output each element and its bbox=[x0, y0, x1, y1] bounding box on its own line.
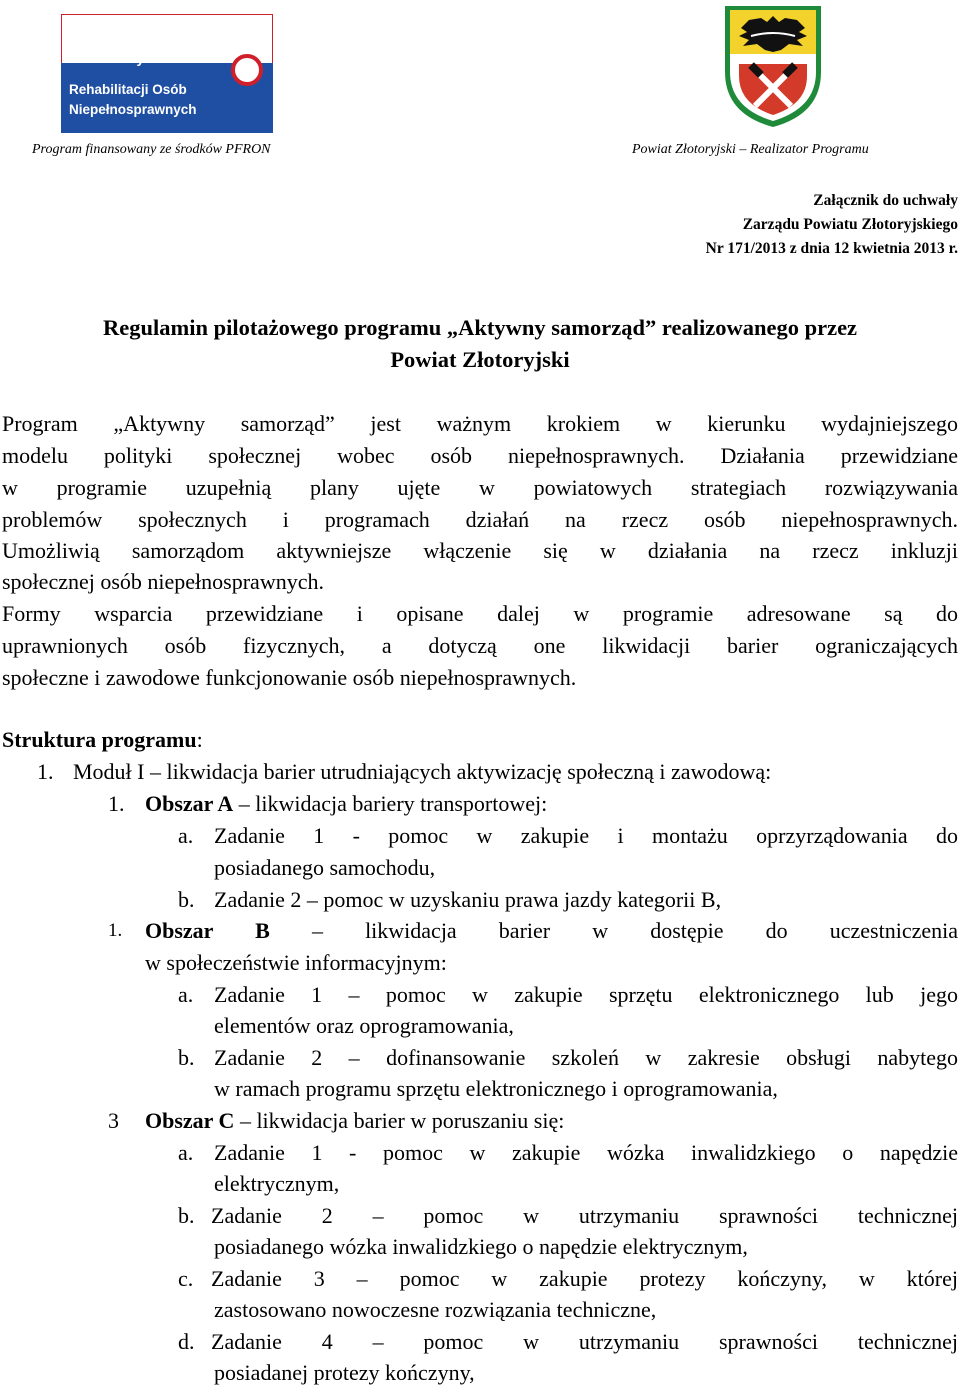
area-a-number: 1. bbox=[108, 791, 125, 816]
page-title-line2: Powiat Złotoryjski bbox=[390, 347, 570, 372]
task-line: Zadanie 1 – pomoc w zakupie sprzętu elektronicznego lub jego bbox=[214, 982, 958, 1007]
annex-line3: Nr 171/2013 z dnia 12 kwietnia 2013 r. bbox=[705, 240, 958, 257]
pfron-logo bbox=[61, 14, 273, 133]
task-line: posiadanej protezy kończyny, bbox=[214, 1360, 475, 1385]
task-letter: d. bbox=[178, 1329, 195, 1354]
structure-heading: Struktura programu: bbox=[2, 727, 203, 752]
intro-line: Program „Aktywny samorząd” jest ważnym krokiem w kierunku wydajniejszego bbox=[2, 411, 958, 436]
area-b-heading: Obszar B – likwidacja barier w dostępie do uczestniczenia bbox=[145, 918, 958, 943]
task-line: zastosowano nowoczesne rozwiązania techniczne, bbox=[214, 1297, 657, 1322]
task-letter: b. bbox=[178, 1203, 195, 1228]
coat-of-arms-icon bbox=[721, 2, 825, 130]
pfron-logo-line2: Rehabilitacji Osób bbox=[69, 82, 187, 97]
module-text: Moduł I – likwidacja barier utrudniających aktywizację społeczną i zawodową: bbox=[73, 759, 772, 784]
task-line: posiadanego samochodu, bbox=[214, 855, 436, 880]
task-line: posiadanego wózka inwalidzkiego o napędzie elektrycznym, bbox=[214, 1234, 748, 1259]
intro-line: w programie uzupełnią plany ujęte w powiatowych strategiach rozwiązywania bbox=[2, 475, 958, 500]
task-line: elementów oraz oprogramowania, bbox=[214, 1013, 514, 1038]
area-a-heading: Obszar A – likwidacja bariery transportowej: bbox=[145, 791, 548, 816]
module-number: 1. bbox=[37, 759, 54, 784]
task-line: Zadanie 4 – pomoc w utrzymaniu sprawności technicznej bbox=[211, 1329, 958, 1354]
task-line: Zadanie 2 – pomoc w utrzymaniu sprawności technicznej bbox=[211, 1203, 958, 1228]
task-line: Zadanie 1 - pomoc w zakupie wózka inwalidzkiego o napędzie bbox=[214, 1140, 958, 1165]
area-b-heading-cont: w społeczeństwie informacyjnym: bbox=[145, 950, 447, 975]
task-letter: b. bbox=[178, 1045, 195, 1070]
area-c-heading: Obszar C – likwidacja barier w poruszaniu się: bbox=[145, 1108, 565, 1133]
page-title-line1: Regulamin pilotażowego programu „Aktywny samorząd” realizowanego przez bbox=[102, 315, 858, 340]
task-letter: a. bbox=[178, 982, 194, 1007]
task-letter: c. bbox=[178, 1266, 194, 1291]
task-line: Zadanie 3 – pomoc w zakupie protezy kończyny, w której bbox=[211, 1266, 958, 1291]
intro-line: społeczne i zawodowe funkcjonowanie osób niepełnosprawnych. bbox=[2, 665, 577, 690]
task-line: w ramach programu sprzętu elektronicznego i oprogramowania, bbox=[214, 1076, 778, 1101]
intro-line: modelu polityki społecznej wobec osób niepełnosprawnych. Działania przewidziane bbox=[2, 443, 958, 468]
pfron-logo-line1: Państwowy Fundusz bbox=[68, 50, 206, 66]
right-caption: Powiat Złotoryjski – Realizator Programu bbox=[632, 142, 869, 157]
area-c-number: 3 bbox=[108, 1108, 119, 1133]
task-letter: a. bbox=[178, 1140, 194, 1165]
task-line: elektrycznym, bbox=[214, 1171, 340, 1196]
annex-line2: Zarządu Powiatu Złotoryjskiego bbox=[742, 216, 958, 233]
intro-line: problemów społecznych i programach działań na rzecz osób niepełnosprawnych. bbox=[2, 507, 958, 532]
task-line: Zadanie 1 - pomoc w zakupie i montażu oprzyrządowania do bbox=[214, 823, 958, 848]
intro-line: Formy wsparcia przewidziane i opisane dalej w programie adresowane są do bbox=[2, 601, 958, 626]
annex-line1: Załącznik do uchwały bbox=[813, 192, 958, 209]
intro-line: Umożliwią samorządom aktywniejsze włączenie się w działania na rzecz inkluzji bbox=[2, 538, 958, 563]
pfron-emblem-icon bbox=[231, 54, 263, 86]
area-b-number: 1. bbox=[108, 920, 123, 941]
intro-line: uprawnionych osób fizycznych, a dotyczą one likwidacji barier ograniczających bbox=[2, 633, 958, 658]
task-letter: b. bbox=[178, 887, 195, 912]
left-caption: Program finansowany ze środków PFRON bbox=[32, 142, 271, 157]
pfron-logo-line3: Niepełnosprawnych bbox=[69, 102, 197, 117]
intro-line: społecznej osób niepełnosprawnych. bbox=[2, 569, 324, 594]
task-line: Zadanie 2 – pomoc w uzyskaniu prawa jazdy kategorii B, bbox=[214, 887, 722, 912]
task-line: Zadanie 2 – dofinansowanie szkoleń w zakresie obsługi nabytego bbox=[214, 1045, 958, 1070]
task-letter: a. bbox=[178, 823, 194, 848]
